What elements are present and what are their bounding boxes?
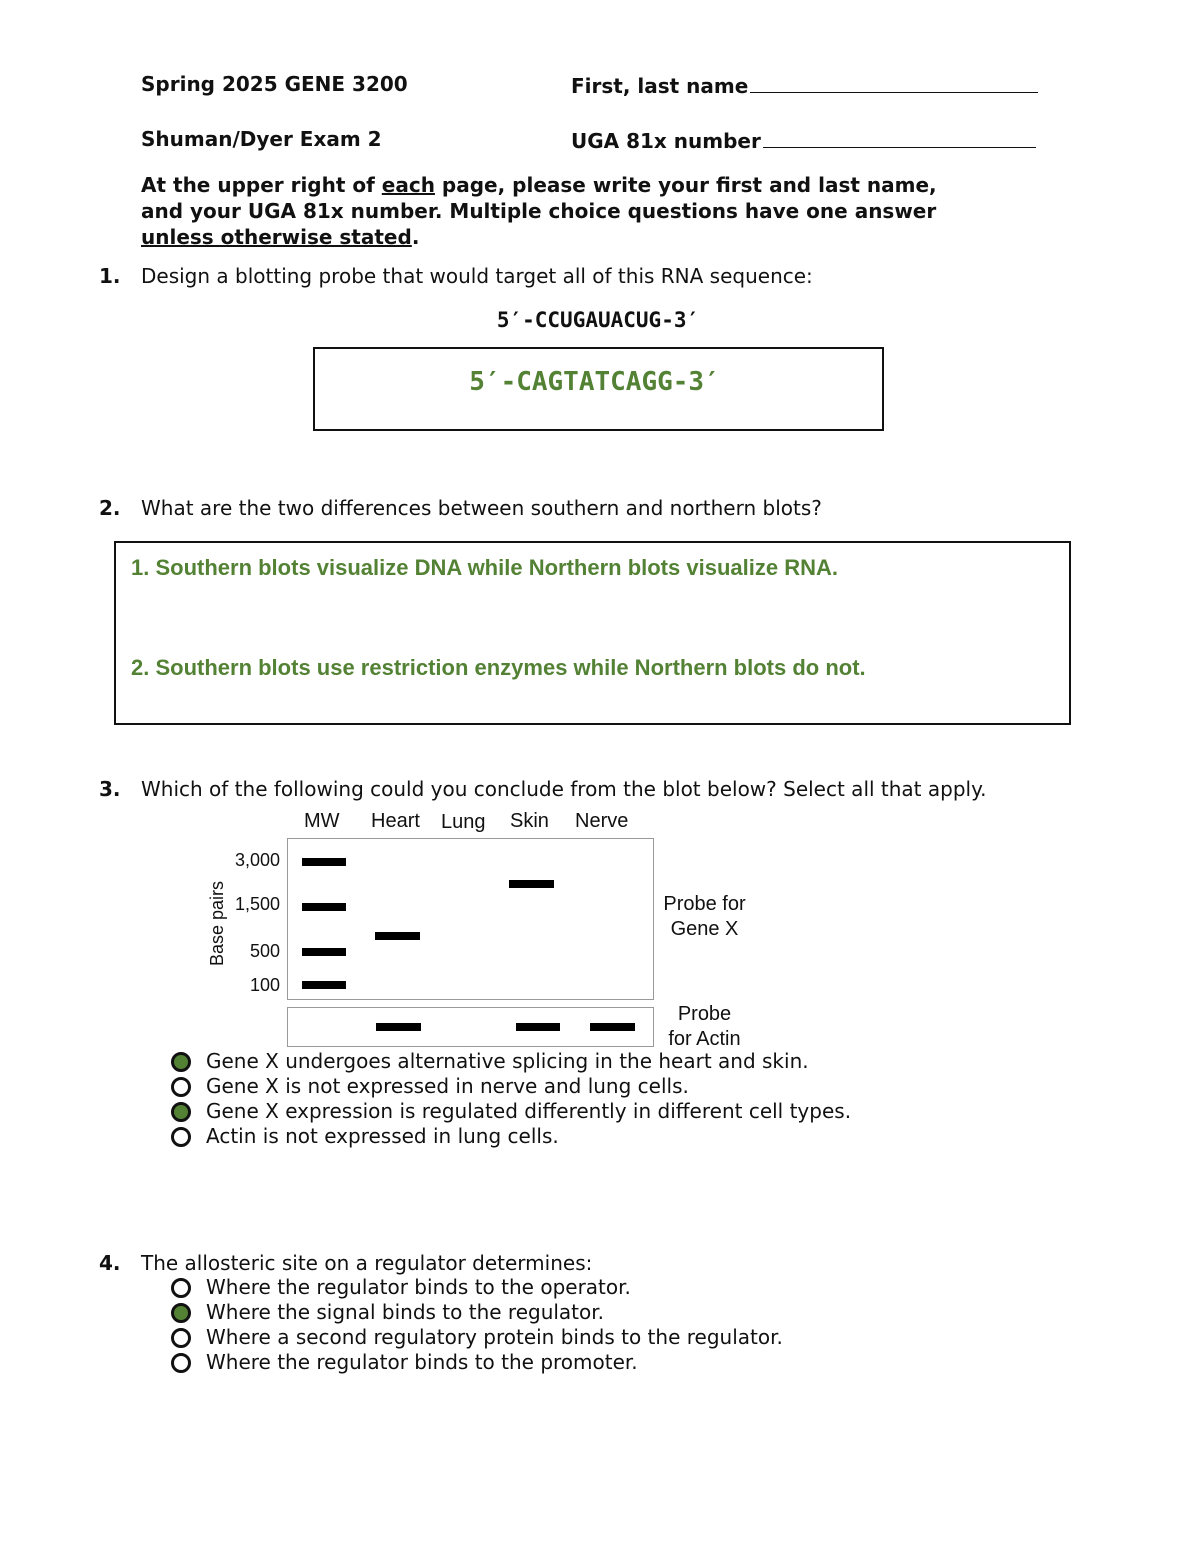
q3-option-b[interactable]: Gene X is not expressed in nerve and lung cells. [171, 1074, 851, 1099]
name-underline [750, 72, 1038, 93]
instructions: At the upper right of each page, please write your first and last name, and your UGA 81x number. Multiple choice questions have one answer unless otherwise stated. [141, 173, 937, 249]
lane-label-heart: Heart [371, 810, 420, 832]
marker-label-500: 500 [249, 941, 280, 961]
q4-option-b[interactable]: Where the signal binds to the regulator. [171, 1300, 783, 1325]
q1-answer: 5′-CAGTATCAGG-3′ [469, 367, 720, 397]
q2-text: What are the two differences between southern and northern blots? [141, 496, 822, 520]
band-mw-100 [302, 981, 346, 989]
y-axis-label: Base pairs [207, 880, 227, 967]
q4-option-a[interactable]: Where the regulator binds to the operator. [171, 1275, 783, 1300]
q4-option-d[interactable]: Where the regulator binds to the promoter. [171, 1350, 783, 1375]
selected-bubble-icon[interactable] [171, 1102, 191, 1122]
lane-label-lung: Lung [441, 811, 486, 833]
marker-label-100: 100 [249, 975, 280, 995]
lane-label-mw: MW [304, 810, 340, 832]
probe-gene-x-label: Probe for Gene X [663, 893, 746, 940]
band-mw-3000 [302, 858, 346, 866]
q1-answer-box[interactable] [313, 347, 884, 431]
gel-gene-x [287, 838, 654, 1000]
band-heart-gene-x [375, 932, 420, 940]
lane-label-nerve: Nerve [575, 810, 629, 832]
probe-actin-label: Probe for Actin [668, 1003, 741, 1050]
empty-bubble-icon[interactable] [171, 1353, 191, 1373]
exam-title: Shuman/Dyer Exam 2 [141, 127, 382, 151]
northern-blot-figure [200, 806, 760, 1051]
band-skin-actin [516, 1023, 560, 1031]
band-nerve-actin [590, 1023, 635, 1031]
empty-bubble-icon[interactable] [171, 1077, 191, 1097]
q4-text: The allosteric site on a regulator determines: [141, 1251, 593, 1275]
name-field[interactable] [571, 72, 1038, 98]
selected-bubble-icon[interactable] [171, 1052, 191, 1072]
band-mw-500 [302, 948, 346, 956]
band-heart-actin [376, 1023, 421, 1031]
empty-bubble-icon[interactable] [171, 1127, 191, 1147]
empty-bubble-icon[interactable] [171, 1328, 191, 1348]
lane-label-skin: Skin [510, 810, 549, 832]
id-field[interactable] [571, 127, 1036, 153]
q2-number: 2. [99, 496, 121, 520]
q3-text: Which of the following could you conclude from the blot below? Select all that apply. [141, 777, 987, 801]
band-mw-1500 [302, 903, 346, 911]
name-label: First, last name [571, 74, 749, 98]
id-underline [763, 127, 1036, 148]
selected-bubble-icon[interactable] [171, 1303, 191, 1323]
q4-option-c[interactable]: Where a second regulatory protein binds to the regulator. [171, 1325, 783, 1350]
q4-options [171, 1275, 783, 1375]
q3-number: 3. [99, 777, 121, 801]
marker-label-3000: 3,000 [234, 850, 280, 870]
id-label: UGA 81x number [571, 129, 761, 153]
q2-answer-1: 1. Southern blots visualize DNA while Northern blots visualize RNA. [131, 555, 838, 580]
gel-actin [287, 1007, 654, 1047]
band-skin-gene-x [509, 880, 554, 888]
q2-answer-box[interactable] [114, 541, 1071, 725]
q3-option-a[interactable]: Gene X undergoes alternative splicing in the heart and skin. [171, 1049, 851, 1074]
course-title: Spring 2025 GENE 3200 [141, 72, 408, 96]
q3-option-c[interactable]: Gene X expression is regulated differently in different cell types. [171, 1099, 851, 1124]
q1-number: 1. [99, 264, 121, 288]
q3-option-d[interactable]: Actin is not expressed in lung cells. [171, 1124, 851, 1149]
q4-number: 4. [99, 1251, 121, 1275]
q1-sequence: 5′-CCUGAUACUG-3′ [496, 308, 700, 332]
marker-label-1500: 1,500 [234, 894, 280, 914]
q3-options [171, 1049, 851, 1149]
empty-bubble-icon[interactable] [171, 1278, 191, 1298]
q1-text: Design a blotting probe that would target all of this RNA sequence: [141, 264, 813, 288]
q2-answer-2: 2. Southern blots use restriction enzymes while Northern blots do not. [131, 655, 866, 680]
